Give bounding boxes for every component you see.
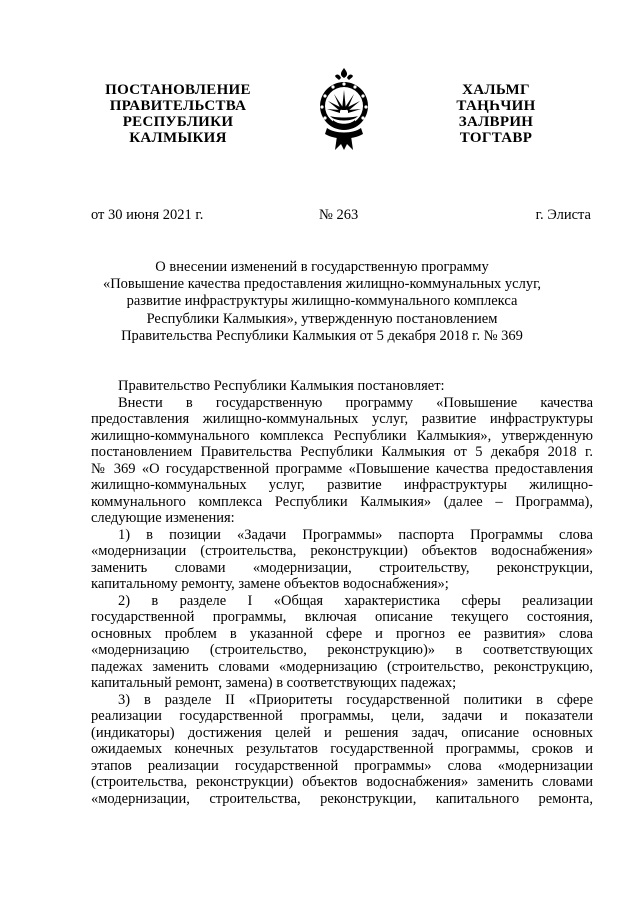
body-line: основных проблем в указанной сфере и прогноз ее развития» слова xyxy=(91,625,593,642)
body-line: «модернизации (строительства, реконструкции) объектов водоснабжения» xyxy=(91,543,593,559)
body-line: «модернизацию (строительство, реконструкцию)» в соответствующих xyxy=(91,642,593,658)
header-russian-title xyxy=(92,82,264,146)
body-line: (индикаторы) достижения целей и решения задач, описание основных xyxy=(91,724,593,741)
body-line: Правительство Республики Калмыкия постановляет: xyxy=(118,378,445,394)
body-line: заменить словами «модернизации, строительству, реконструкции, xyxy=(91,559,593,576)
body-line: падежах заменить словами «модернизацию (строительство, реконструкцию, xyxy=(91,658,593,675)
header-russian-line: КАЛМЫКИЯ xyxy=(129,130,227,146)
body-line: государственной программы, включая описание текущего состояния, xyxy=(91,609,593,625)
header-kalmyk-line: ЗАЛВРИН xyxy=(458,114,534,130)
body-line: капитальному ремонту, замене объектов водоснабжения»; xyxy=(91,576,449,592)
emblem-of-kalmykia-icon xyxy=(317,66,371,152)
header-russian-line: ПРАВИТЕЛЬСТВА xyxy=(109,98,247,114)
body-line: ожидаемых конечных результатов государственной программы, сроков и xyxy=(91,741,593,757)
title-line: Республики Калмыкия», утвержденную постановлением xyxy=(146,310,498,327)
dateline xyxy=(0,207,640,225)
title-line: развитие инфраструктуры жилищно-коммунального комплекса xyxy=(126,293,518,310)
header-russian-line: РЕСПУБЛИКИ xyxy=(122,114,234,130)
header-kalmyk-line: ТОГТАВР xyxy=(459,130,533,146)
body-line: «модернизации, строительства, реконструкции, капитального ремонта, xyxy=(91,790,593,807)
header-kalmyk-line: ХАЛЬМГ xyxy=(462,82,530,98)
body-line: реализации государственной программы, цели, задачи и показатели xyxy=(91,708,593,724)
document-title xyxy=(80,259,564,345)
document-city: г. Элиста xyxy=(535,207,591,223)
body-line: жилищно-коммунального комплекса Республики Калмыкия», утвержденную xyxy=(91,427,593,444)
title-line: Правительства Республики Калмыкия от 5 декабря 2018 г. № 369 xyxy=(121,327,523,344)
body-line: жилищно-коммунальных услуг, развитие инфраструктуры жилищно- xyxy=(91,477,593,493)
body-line: капитальный ремонт, замена) в соответствующих падежах; xyxy=(91,675,457,691)
body-line: (строительства, реконструкции) объектов водоснабжения» заменить словами xyxy=(91,774,593,790)
body-line: коммунального комплекса Республики Калмыкия» (далее – Программа), xyxy=(91,493,593,510)
document-date: от 30 июня 2021 г. xyxy=(91,207,204,223)
header-kalmyk-line: ТАҢҺЧИН xyxy=(456,98,536,114)
body-line: Внести в государственную программу «Повышение качества xyxy=(118,394,593,411)
title-line: «Повышение качества предоставления жилищно-коммунальных услуг, xyxy=(102,276,542,293)
document-number: № 263 xyxy=(319,207,359,223)
document-body xyxy=(91,378,593,807)
header-russian-line: ПОСТАНОВЛЕНИЕ xyxy=(105,82,251,98)
body-line: 2) в разделе I «Общая характеристика сферы реализации xyxy=(118,592,593,609)
body-line: 1) в позиции «Задачи Программы» паспорта Программы слова xyxy=(118,526,593,543)
body-line: 3) в разделе II «Приоритеты государственной политики в сфере xyxy=(118,691,593,708)
body-line: постановлением Правительства Республики Калмыкия от 5 декабря 2018 г. xyxy=(91,444,593,460)
body-line: № 369 «О государственной программе «Повышение качества предоставления xyxy=(91,460,593,477)
title-line: О внесении изменений в государственную программу xyxy=(155,259,489,275)
body-line: следующие изменения: xyxy=(91,510,235,526)
body-line: предоставления жилищно-коммунальных услуг, развитие инфраструктуры xyxy=(91,411,593,427)
header-kalmyk-title xyxy=(440,82,552,146)
body-line: этапов реализации государственной программы» слова «модернизации xyxy=(91,757,593,774)
